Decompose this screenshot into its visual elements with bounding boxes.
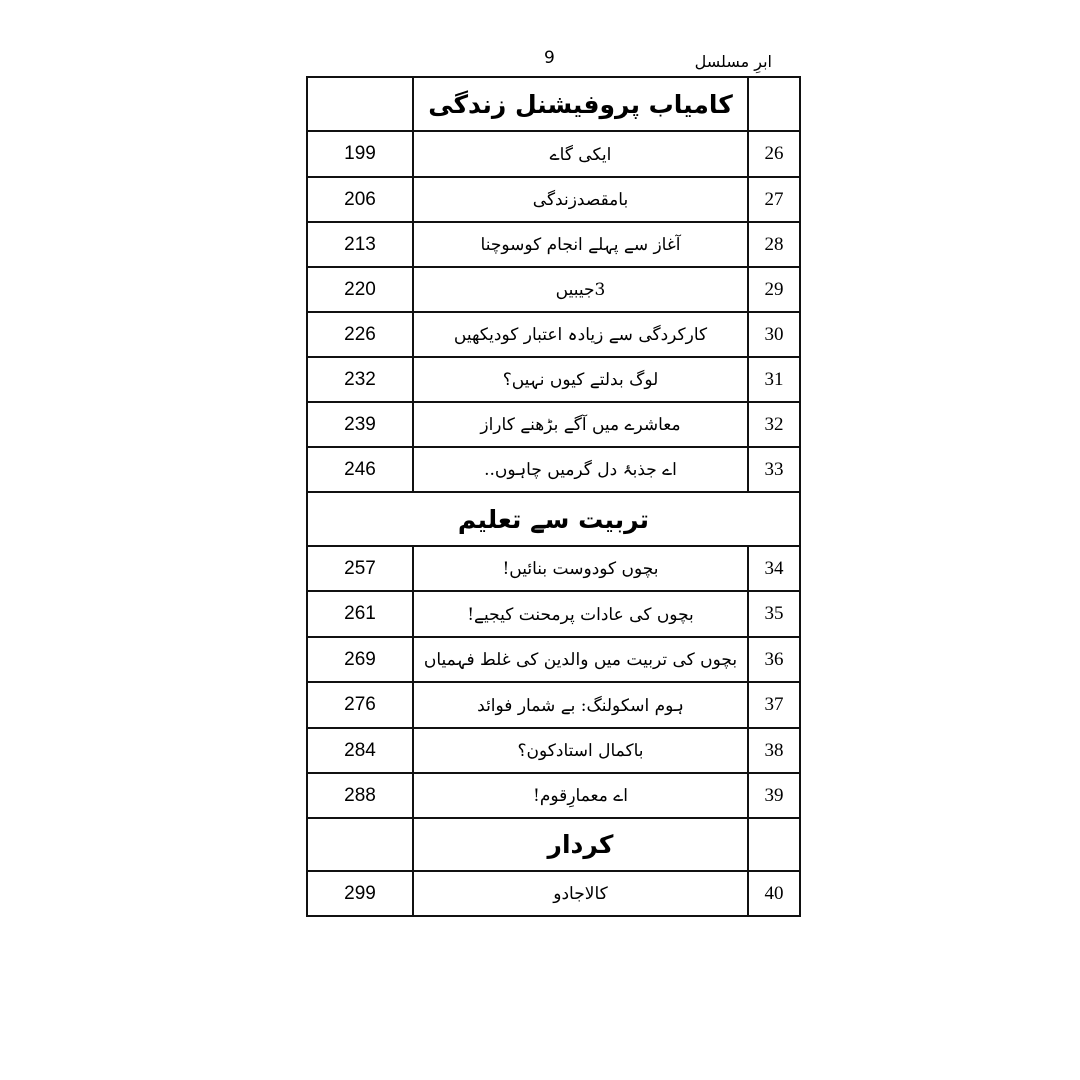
empty-page-cell xyxy=(307,818,413,871)
entry-title: لوگ بدلتے کیوں نہیں؟ xyxy=(413,357,748,402)
entry-number: 32 xyxy=(748,402,800,447)
toc-entry-row xyxy=(307,871,800,916)
entry-number: 40 xyxy=(748,871,800,916)
entry-title: بچوں کی عادات پرمحنت کیجیے! xyxy=(413,591,748,637)
entry-title: 3جیبیں xyxy=(413,267,748,312)
entry-title: بچوں کی تربیت میں والدین کی غلط فہمیاں xyxy=(413,637,748,682)
entry-page-number: 261 xyxy=(307,591,413,637)
toc-entry-row xyxy=(307,591,800,637)
entry-page-number: 199 xyxy=(307,131,413,177)
entry-number: 28 xyxy=(748,222,800,267)
entry-page-number: 213 xyxy=(307,222,413,267)
entry-number: 26 xyxy=(748,131,800,177)
entry-page-number: 257 xyxy=(307,546,413,591)
toc-entry-row xyxy=(307,402,800,447)
entry-number: 35 xyxy=(748,591,800,637)
toc-entry-row xyxy=(307,728,800,773)
section-header-row xyxy=(307,492,800,546)
entry-title: بچوں کودوست بنائیں! xyxy=(413,546,748,591)
entry-title: ایکی گاے xyxy=(413,131,748,177)
section-header-row xyxy=(307,818,800,871)
entry-page-number: 206 xyxy=(307,177,413,222)
toc-entry-row xyxy=(307,546,800,591)
toc-entry-row xyxy=(307,682,800,728)
entry-number: 31 xyxy=(748,357,800,402)
toc-entry-row xyxy=(307,131,800,177)
section-title: تربیت سے تعلیم xyxy=(307,492,800,546)
entry-title: اے معمارِقوم! xyxy=(413,773,748,818)
entry-number: 33 xyxy=(748,447,800,492)
empty-page-cell xyxy=(307,77,413,131)
section-header-row xyxy=(307,77,800,131)
entry-title: کارکردگی سے زیادہ اعتبار کودیکھیں xyxy=(413,312,748,357)
toc-entry-row xyxy=(307,312,800,357)
empty-number-cell xyxy=(748,77,800,131)
entry-title: کالاجادو xyxy=(413,871,748,916)
page-number: 9 xyxy=(544,48,555,68)
entry-title: آغاز سے پہلے انجام کوسوچنا xyxy=(413,222,748,267)
entry-title: باکمال استادکون؟ xyxy=(413,728,748,773)
book-title: ابرِ مسلسل xyxy=(694,52,772,71)
entry-title: اے جذبۂ دل گرمیں چاہوں.. xyxy=(413,447,748,492)
entry-page-number: 226 xyxy=(307,312,413,357)
page-header xyxy=(306,48,772,76)
entry-page-number: 284 xyxy=(307,728,413,773)
table-of-contents xyxy=(306,76,801,917)
entry-page-number: 220 xyxy=(307,267,413,312)
entry-number: 30 xyxy=(748,312,800,357)
entry-title: معاشرے میں آگے بڑھنے کاراز xyxy=(413,402,748,447)
entry-number: 29 xyxy=(748,267,800,312)
empty-number-cell xyxy=(748,818,800,871)
entry-number: 38 xyxy=(748,728,800,773)
toc-entry-row xyxy=(307,447,800,492)
entry-page-number: 246 xyxy=(307,447,413,492)
toc-entry-row xyxy=(307,267,800,312)
entry-number: 37 xyxy=(748,682,800,728)
section-title: کردار xyxy=(413,818,748,871)
entry-number: 36 xyxy=(748,637,800,682)
entry-title: ہوم اسکولنگ: بے شمار فوائد xyxy=(413,682,748,728)
toc-entry-row xyxy=(307,177,800,222)
entry-title: بامقصدزندگی xyxy=(413,177,748,222)
entry-page-number: 299 xyxy=(307,871,413,916)
entry-number: 39 xyxy=(748,773,800,818)
toc-entry-row xyxy=(307,222,800,267)
entry-page-number: 269 xyxy=(307,637,413,682)
section-title: کامیاب پروفیشنل زندگی xyxy=(413,77,748,131)
entry-page-number: 239 xyxy=(307,402,413,447)
entry-page-number: 232 xyxy=(307,357,413,402)
entry-number: 34 xyxy=(748,546,800,591)
entry-page-number: 276 xyxy=(307,682,413,728)
toc-body xyxy=(307,77,800,916)
entry-number: 27 xyxy=(748,177,800,222)
toc-entry-row xyxy=(307,637,800,682)
toc-entry-row xyxy=(307,773,800,818)
entry-page-number: 288 xyxy=(307,773,413,818)
toc-entry-row xyxy=(307,357,800,402)
